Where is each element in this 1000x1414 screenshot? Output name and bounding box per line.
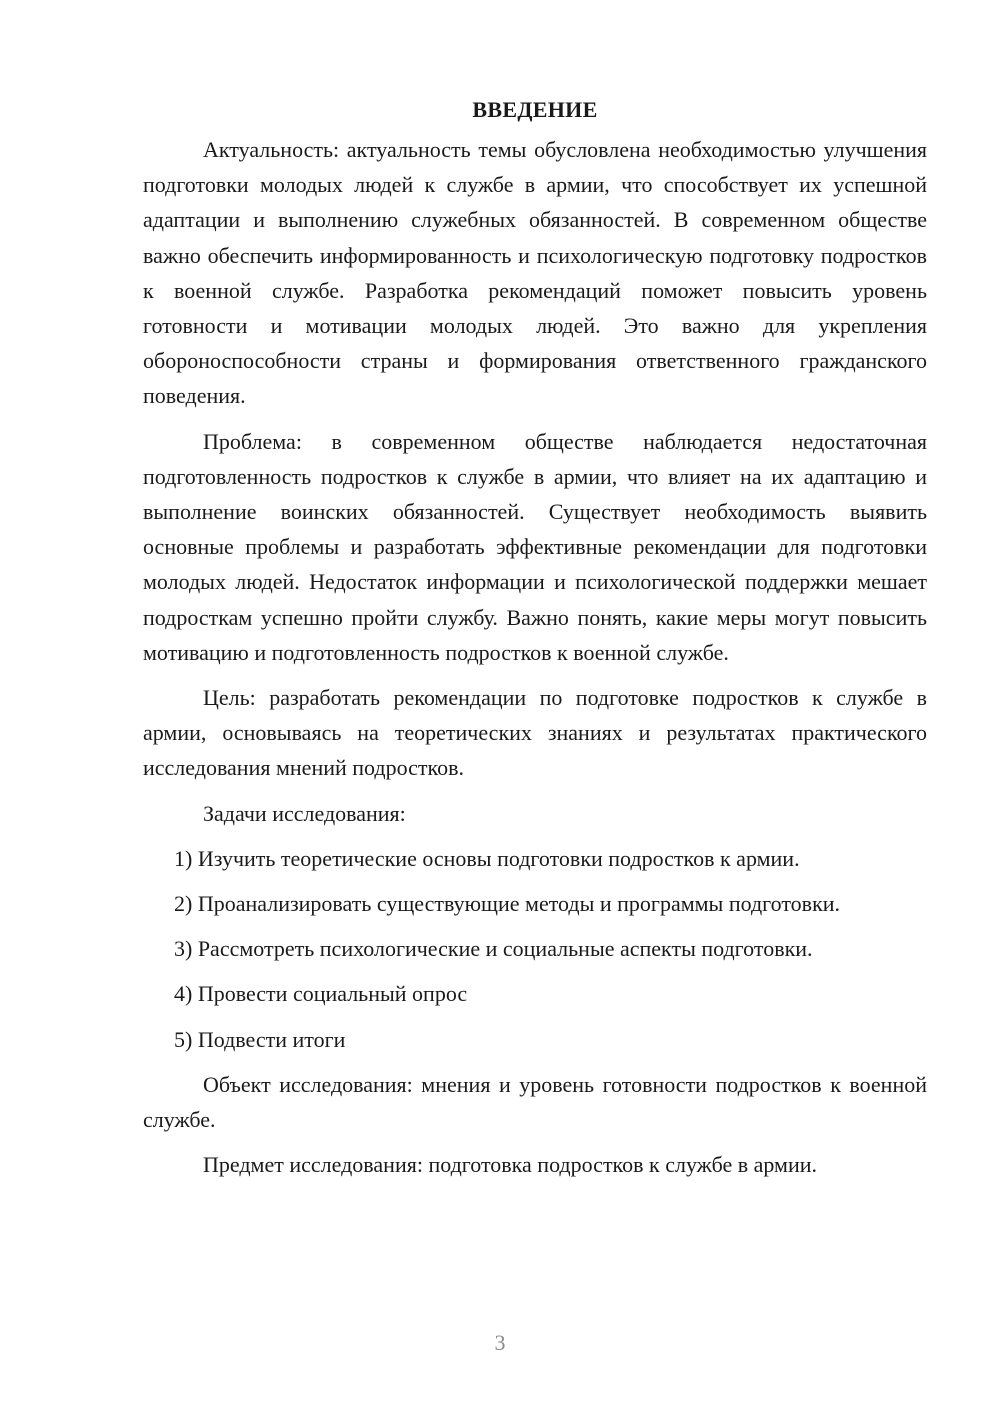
tasks-heading: Задачи исследования: bbox=[203, 800, 406, 826]
goal-paragraph: Цель: разработать рекомендации по подготовке подростков к службе в армии, основываясь на теоретических знаниях и результатах практического исследования мнений подростков. bbox=[143, 685, 927, 781]
task-item: 2) Проанализировать существующие методы и программы подготовки. bbox=[174, 891, 841, 917]
relevance-paragraph: Актуальность: актуальность темы обусловлена необходимостью улучшения подготовки молодых людей к службе в армии, что способствует их успешной адаптации и выполнению служебных обязанностей. В современном обществе важно обеспечить информированность и психологическую подготовку подростков к военной службе. Разработка рекомендаций поможет повысить уровень готовности и мотивации молодых людей. Это важно для укрепления обороноспособности страны и формирования ответственного гражданского поведения. bbox=[143, 137, 927, 409]
task-item: 5) Подвести итоги bbox=[174, 1026, 346, 1052]
document-page bbox=[143, 92, 927, 1192]
task-item: 3) Рассмотреть психологические и социальные аспекты подготовки. bbox=[174, 936, 813, 962]
problem-paragraph: Проблема: в современном обществе наблюдается недостаточная подготовленность подростков к службе в армии, что влияет на их адаптацию и выполнение воинских обязанностей. Существует необходимость выявить основные проблемы и разработать эффективные рекомендации для подготовки молодых людей. Недостаток информации и психологической поддержки мешает подросткам успешно пройти службу. Важно понять, какие меры могут повысить мотивацию и подготовленность подростков к военной службе. bbox=[143, 428, 927, 665]
section-heading: ВВЕДЕНИЕ bbox=[472, 97, 598, 122]
subject-paragraph: Предмет исследования: подготовка подростков к службе в армии. bbox=[203, 1152, 818, 1178]
task-item: 4) Провести социальный опрос bbox=[174, 981, 468, 1007]
page-number: 3 bbox=[494, 1330, 506, 1355]
task-item: 1) Изучить теоретические основы подготовки подростков к армии. bbox=[174, 845, 800, 871]
object-paragraph: Объект исследования: мнения и уровень готовности подростков к военной службе. bbox=[143, 1071, 927, 1133]
